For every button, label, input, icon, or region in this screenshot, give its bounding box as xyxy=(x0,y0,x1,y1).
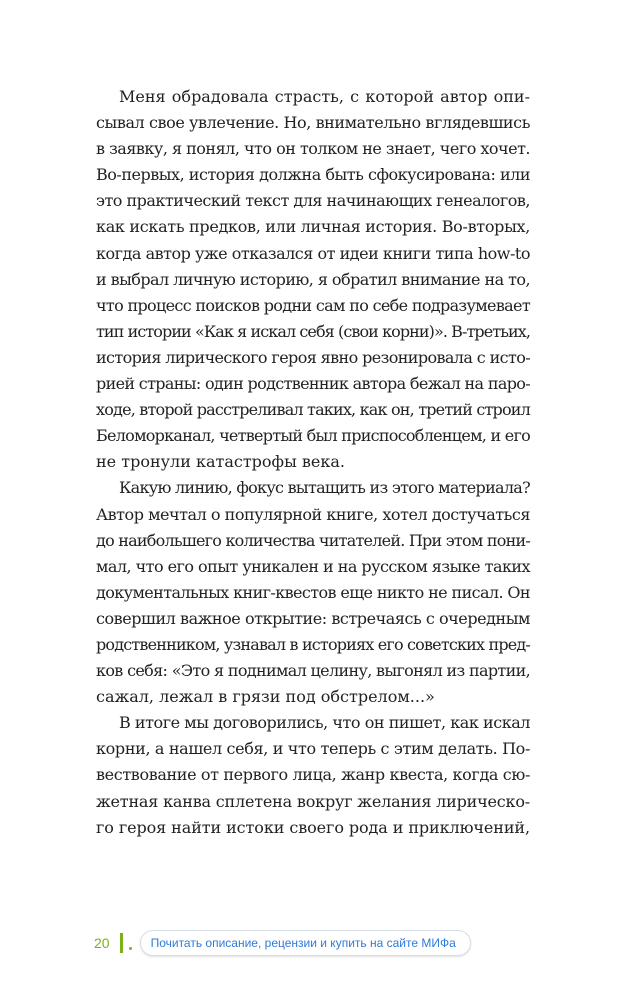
buy-book-link[interactable]: Почитать описание, рецензии и купить на сайте МИФа xyxy=(140,930,471,956)
text-line: мал, что его опыт уникален и на русском языке таких xyxy=(96,556,530,576)
text-line: Беломорканал, четвертый был приспособленцем, и его xyxy=(96,426,531,446)
text-line: документальных книг-квестов еще никто не писал. Он xyxy=(96,582,530,602)
text-line: В итоге мы договорились, что он пишет, как искал xyxy=(119,713,531,733)
text-line: что процесс поисков родни сам по себе подразумевает xyxy=(96,295,531,315)
page-number: 20 xyxy=(94,935,110,951)
text-line: корни, а нашел себя, и что теперь с этим делать. По- xyxy=(96,739,531,759)
text-line: вествование от первого лица, жанр квеста, когда сю- xyxy=(96,765,530,785)
text-line: Автор мечтал о популярной книге, хотел достучаться xyxy=(96,504,530,524)
text-line: жетная канва сплетена вокруг желания лирическо- xyxy=(96,791,530,811)
text-line: тип истории «Как я искал себя (свои корни)». В-третьих, xyxy=(96,321,531,341)
text-line: это практический текст для начинающих генеалогов, xyxy=(96,191,530,211)
text-line: го героя найти истоки своего рода и приключений, xyxy=(96,817,530,837)
text-line: Меня обрадовала страсть, с которой автор опи- xyxy=(119,87,530,106)
footer-dot xyxy=(129,947,132,950)
text-line: в заявку, я понял, что он толком не знает, чего хочет. xyxy=(96,139,531,159)
text-line: сажал, лежал в грязи под обстрелом...» xyxy=(96,687,435,707)
text-line: Во-первых, история должна быть сфокусирована: или xyxy=(96,165,531,185)
text-line: как искать предков, или личная история. Во-вторых, xyxy=(96,217,531,237)
text-line: Какую линию, фокус вытащить из этого материала? xyxy=(119,478,530,498)
text-line: рией страны: один родственник автора бежал на паро- xyxy=(96,374,531,394)
page-footer xyxy=(94,928,471,958)
text-line: ходе, второй расстреливал таких, как он, третий строил xyxy=(96,400,530,420)
text-line: родственником, узнавал в историях его советских пред- xyxy=(96,634,531,654)
footer-divider xyxy=(120,933,123,953)
text-line: сывал свое увлечение. Но, внимательно вглядевшись xyxy=(96,113,530,133)
text-line: до наибольшего количества читателей. При этом пони- xyxy=(96,530,530,550)
text-line: история лирического героя явно резонировала с исто- xyxy=(96,347,531,367)
text-line: когда автор уже отказался от идеи книги типа how-to xyxy=(96,243,530,263)
body-text xyxy=(96,84,530,841)
text-line: не тронули катастрофы века. xyxy=(96,452,345,472)
text-line: совершил важное открытие: встречаясь с очередным xyxy=(96,608,530,628)
text-line: ков себя: «Это я поднимал целину, выгонял из партии, xyxy=(96,661,531,681)
text-line: и выбрал личную историю, я обратил внимание на то, xyxy=(96,269,530,289)
